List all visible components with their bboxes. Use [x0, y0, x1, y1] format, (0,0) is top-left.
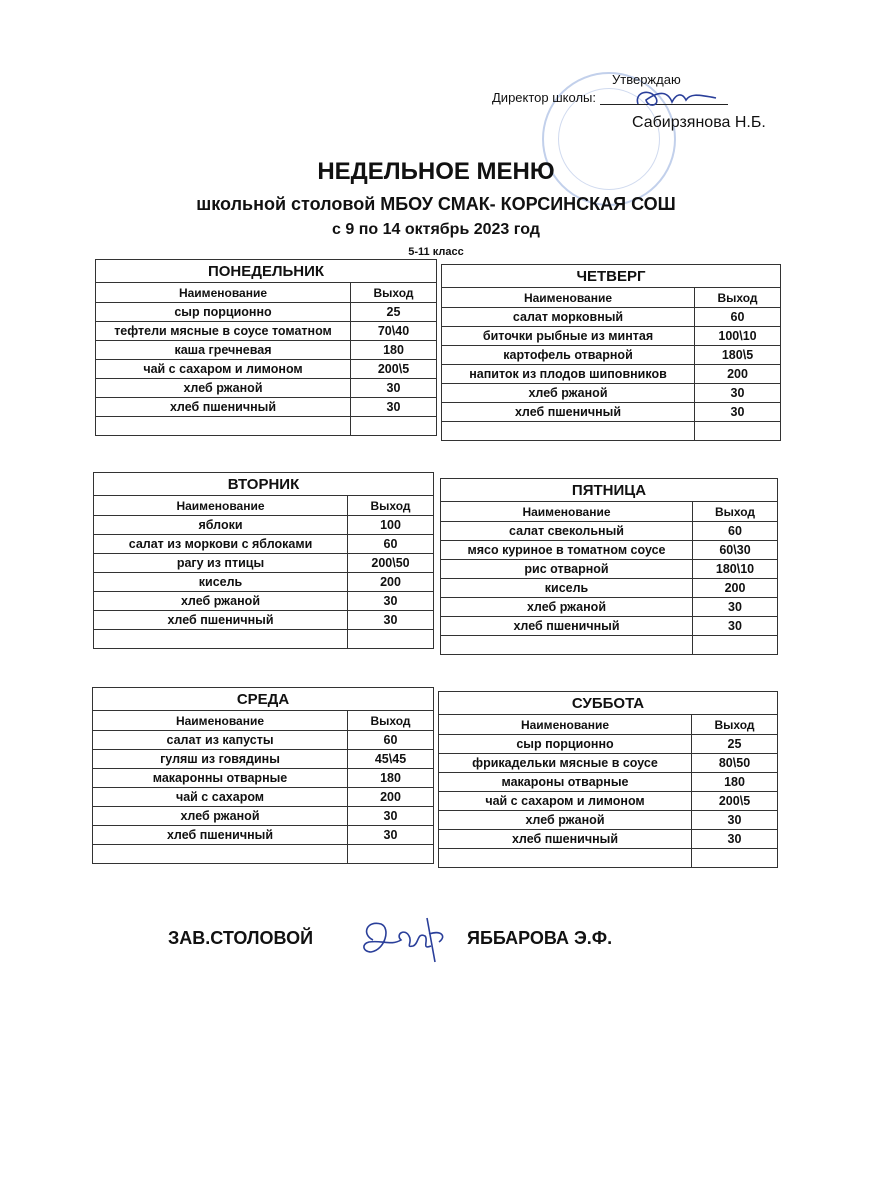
dish-yield: 180	[351, 341, 437, 360]
table-row	[439, 811, 778, 830]
dish-name: гуляш из говядины	[93, 750, 348, 769]
dish-name: яблоки	[94, 516, 348, 535]
column-header-name: Наименование	[439, 715, 692, 735]
saturday-menu-table	[438, 691, 778, 868]
empty-row	[442, 422, 781, 441]
dish-name: фрикадельки мясные в соусе	[439, 754, 692, 773]
day-title: ПОНЕДЕЛЬНИК	[96, 260, 437, 283]
table-row	[442, 365, 781, 384]
dish-name: хлеб пшеничный	[441, 617, 693, 636]
table-row	[441, 560, 778, 579]
day-title: ВТОРНИК	[94, 473, 434, 496]
column-header-yield: Выход	[348, 711, 434, 731]
dish-yield: 200\50	[348, 554, 434, 573]
dish-yield: 30	[348, 807, 434, 826]
dish-yield: 80\50	[692, 754, 778, 773]
dish-yield: 30	[348, 826, 434, 845]
dish-name: хлеб ржаной	[93, 807, 348, 826]
dish-name: салат из капусты	[93, 731, 348, 750]
dish-name: хлеб пшеничный	[94, 611, 348, 630]
dish-yield: 30	[351, 379, 437, 398]
table-row	[93, 807, 434, 826]
table-row	[442, 346, 781, 365]
grade: 5-11 класс	[408, 246, 464, 258]
page-title: НЕДЕЛЬНОЕ МЕНЮ	[317, 158, 555, 185]
dish-yield: 45\45	[348, 750, 434, 769]
dish-name: каша гречневая	[96, 341, 351, 360]
dish-yield: 100\10	[695, 327, 781, 346]
column-header-yield: Выход	[693, 502, 778, 522]
dish-name: хлеб ржаной	[441, 598, 693, 617]
dish-yield: 60	[348, 535, 434, 554]
dish-yield: 70\40	[351, 322, 437, 341]
column-header-name: Наименование	[93, 711, 348, 731]
table-row	[441, 541, 778, 560]
dish-yield: 30	[692, 830, 778, 849]
table-row	[439, 773, 778, 792]
dish-name: хлеб ржаной	[442, 384, 695, 403]
dish-name: салат свекольный	[441, 522, 693, 541]
dish-name: напиток из плодов шиповников	[442, 365, 695, 384]
dish-name: салат морковный	[442, 308, 695, 327]
dish-name: рис отварной	[441, 560, 693, 579]
dish-name: макароны отварные	[439, 773, 692, 792]
dish-yield: 200	[348, 788, 434, 807]
dish-name: тефтели мясные в соусе томатном	[96, 322, 351, 341]
dish-name: сыр порционно	[96, 303, 351, 322]
dish-yield: 200\5	[692, 792, 778, 811]
column-header-name: Наименование	[441, 502, 693, 522]
period: с 9 по 14 октябрь 2023 год	[332, 221, 540, 238]
dish-yield: 30	[348, 592, 434, 611]
footer-name: ЯББАРОВА Э.Ф.	[467, 928, 613, 948]
empty-row	[441, 636, 778, 655]
empty-row	[96, 417, 437, 436]
dish-yield: 200	[693, 579, 778, 598]
dish-yield: 30	[695, 384, 781, 403]
dish-name: чай с сахаром	[93, 788, 348, 807]
table-row	[93, 826, 434, 845]
dish-yield: 60\30	[693, 541, 778, 560]
column-header-yield: Выход	[695, 288, 781, 308]
dish-name: хлеб пшеничный	[93, 826, 348, 845]
table-row	[93, 788, 434, 807]
dish-name: рагу из птицы	[94, 554, 348, 573]
table-row	[96, 303, 437, 322]
table-row	[96, 360, 437, 379]
dish-name: хлеб пшеничный	[439, 830, 692, 849]
table-row	[94, 611, 434, 630]
dish-name: хлеб ржаной	[94, 592, 348, 611]
dish-yield: 60	[693, 522, 778, 541]
dish-yield: 200	[348, 573, 434, 592]
table-row	[96, 322, 437, 341]
dish-yield: 180\10	[693, 560, 778, 579]
empty-row	[93, 845, 434, 864]
dish-name: чай с сахаром и лимоном	[439, 792, 692, 811]
table-row	[94, 573, 434, 592]
dish-name: хлеб ржаной	[96, 379, 351, 398]
page-subtitle: школьной столовой МБОУ СМАК- КОРСИНСКАЯ СОШ	[196, 194, 676, 214]
dish-yield: 25	[351, 303, 437, 322]
table-row	[442, 308, 781, 327]
day-title: СУББОТА	[439, 692, 778, 715]
dish-name: кисель	[441, 579, 693, 598]
wednesday-menu-table	[92, 687, 434, 864]
table-row	[96, 379, 437, 398]
dish-yield: 25	[692, 735, 778, 754]
table-row	[442, 403, 781, 422]
footer-position: ЗАВ.СТОЛОВОЙ	[168, 928, 314, 948]
table-row	[96, 398, 437, 417]
tuesday-menu-table	[93, 472, 434, 649]
dish-yield: 180	[692, 773, 778, 792]
table-row	[439, 754, 778, 773]
table-row	[439, 792, 778, 811]
friday-menu-table	[440, 478, 778, 655]
dish-name: картофель отварной	[442, 346, 695, 365]
dish-yield: 200\5	[351, 360, 437, 379]
table-row	[94, 516, 434, 535]
dish-yield: 30	[695, 403, 781, 422]
director-signature	[630, 84, 720, 112]
table-row	[441, 617, 778, 636]
dish-name: биточки рыбные из минтая	[442, 327, 695, 346]
table-row	[94, 592, 434, 611]
approval-title: Утверждаю	[612, 72, 681, 87]
day-title: СРЕДА	[93, 688, 434, 711]
day-title: ЧЕТВЕРГ	[442, 265, 781, 288]
dish-name: макаронны отварные	[93, 769, 348, 788]
table-row	[439, 735, 778, 754]
dish-yield: 30	[693, 598, 778, 617]
table-row	[442, 327, 781, 346]
column-header-name: Наименование	[96, 283, 351, 303]
empty-row	[94, 630, 434, 649]
dish-yield: 200	[695, 365, 781, 384]
column-header-yield: Выход	[692, 715, 778, 735]
dish-name: хлеб пшеничный	[442, 403, 695, 422]
table-row	[96, 341, 437, 360]
table-row	[93, 769, 434, 788]
day-title: ПЯТНИЦА	[441, 479, 778, 502]
table-row	[439, 830, 778, 849]
table-row	[441, 522, 778, 541]
column-header-name: Наименование	[94, 496, 348, 516]
dish-name: кисель	[94, 573, 348, 592]
column-header-name: Наименование	[442, 288, 695, 308]
monday-menu-table	[95, 259, 437, 436]
director-name: Сабирзянова Н.Б.	[632, 114, 766, 131]
manager-signature	[355, 906, 455, 970]
dish-name: сыр порционно	[439, 735, 692, 754]
dish-yield: 180\5	[695, 346, 781, 365]
table-row	[94, 554, 434, 573]
dish-yield: 30	[351, 398, 437, 417]
dish-name: хлеб пшеничный	[96, 398, 351, 417]
dish-name: хлеб ржаной	[439, 811, 692, 830]
table-row	[94, 535, 434, 554]
director-label: Директор школы:	[492, 90, 596, 105]
table-row	[441, 579, 778, 598]
dish-name: чай с сахаром и лимоном	[96, 360, 351, 379]
thursday-menu-table	[441, 264, 781, 441]
empty-row	[439, 849, 778, 868]
table-row	[441, 598, 778, 617]
dish-name: салат из моркови с яблоками	[94, 535, 348, 554]
dish-name: мясо куриное в томатном соусе	[441, 541, 693, 560]
dish-yield: 30	[348, 611, 434, 630]
dish-yield: 30	[693, 617, 778, 636]
column-header-yield: Выход	[351, 283, 437, 303]
column-header-yield: Выход	[348, 496, 434, 516]
dish-yield: 100	[348, 516, 434, 535]
dish-yield: 30	[692, 811, 778, 830]
dish-yield: 60	[348, 731, 434, 750]
dish-yield: 60	[695, 308, 781, 327]
table-row	[442, 384, 781, 403]
table-row	[93, 750, 434, 769]
dish-yield: 180	[348, 769, 434, 788]
table-row	[93, 731, 434, 750]
